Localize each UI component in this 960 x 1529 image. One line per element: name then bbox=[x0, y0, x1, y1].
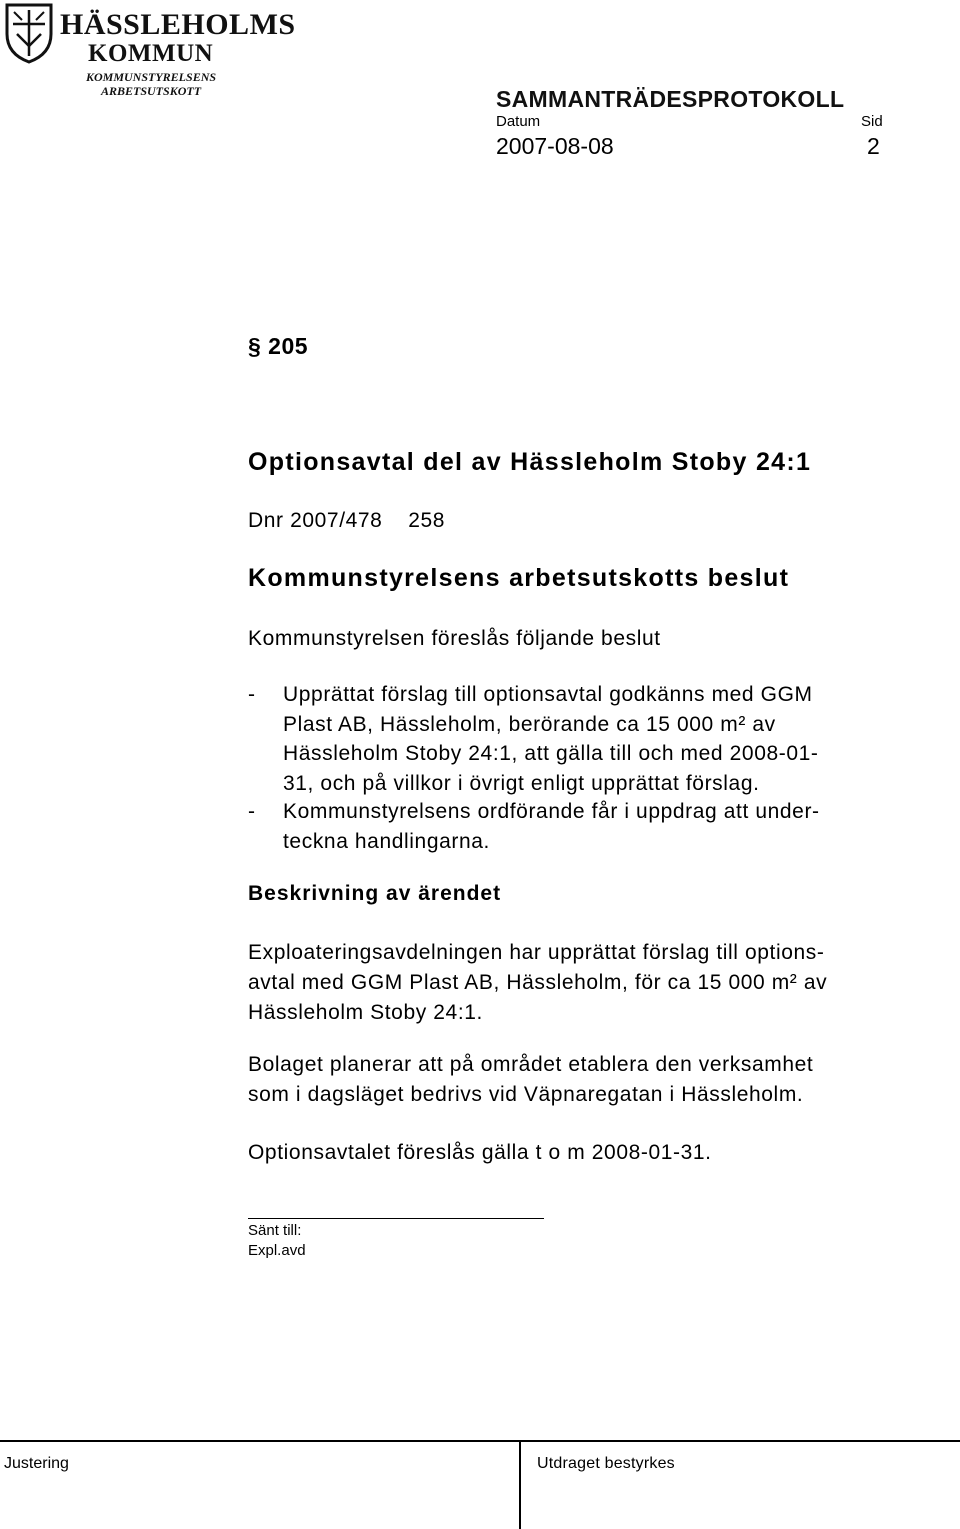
footer-bestyrkes: Utdraget bestyrkes bbox=[537, 1455, 675, 1472]
case-title: Optionsavtal del av Hässleholm Stoby 24:1 bbox=[248, 448, 812, 476]
description-heading: Beskrivning av ärendet bbox=[248, 882, 502, 905]
decision-item bbox=[248, 797, 948, 857]
decision-item-line: Upprättat förslag till optionsavtal godkänns med GGM bbox=[283, 683, 813, 706]
logo-name: HÄSSLEHOLMS bbox=[60, 8, 296, 41]
bullet-dash: - bbox=[248, 683, 256, 706]
paragraph-line: som i dagsläget bedrivs vid Väpnaregatan i Hässleholm. bbox=[248, 1083, 804, 1106]
sent-to-value: Expl.avd bbox=[248, 1242, 306, 1259]
footer-divider bbox=[0, 1440, 960, 1442]
logo-kommun: KOMMUN bbox=[88, 40, 214, 67]
page-label: Sid bbox=[861, 113, 883, 130]
date-label: Datum bbox=[496, 113, 541, 130]
description-paragraph bbox=[248, 1050, 813, 1110]
section-number: § 205 bbox=[248, 333, 309, 359]
footer-justering: Justering bbox=[4, 1455, 69, 1472]
decision-item-line: 31, och på villkor i övrigt enligt upprättat förslag. bbox=[283, 771, 760, 795]
decision-item-line: Kommunstyrelsens ordförande får i uppdrag att under- bbox=[283, 800, 820, 823]
footer-column-divider bbox=[519, 1440, 521, 1529]
municipality-logo bbox=[4, 2, 296, 100]
coat-of-arms-icon bbox=[4, 2, 54, 64]
page-number: 2 bbox=[867, 133, 880, 159]
sent-to-label: Sänt till: bbox=[248, 1222, 302, 1239]
paragraph-line: avtal med GGM Plast AB, Hässleholm, för ca 15 000 m² av bbox=[248, 971, 828, 994]
logo-subtitle-1: KOMMUNSTYRELSENS bbox=[86, 70, 217, 84]
divider-line bbox=[248, 1218, 544, 1219]
date-value: 2007-08-08 bbox=[496, 133, 614, 159]
logo-subtitle-2: ARBETSUTSKOTT bbox=[101, 84, 202, 98]
paragraph-line: Exploateringsavdelningen har upprättat förslag till options- bbox=[248, 941, 825, 964]
bullet-dash: - bbox=[248, 800, 256, 823]
decision-item-line: Hässleholm Stoby 24:1, att gälla till och med 2008-01- bbox=[283, 742, 819, 765]
paragraph-line: Optionsavtalet föreslås gälla t o m 2008-01-31. bbox=[248, 1141, 712, 1164]
decision-item-line: teckna handlingarna. bbox=[283, 829, 490, 853]
decision-item-line: Plast AB, Hässleholm, berörande ca 15 000 m² av bbox=[283, 712, 776, 736]
document-type: SAMMANTRÄDESPROTOKOLL bbox=[496, 86, 845, 112]
decision-item bbox=[248, 680, 948, 800]
decision-heading: Kommunstyrelsens arbetsutskotts beslut bbox=[248, 564, 790, 592]
paragraph-line: Hässleholm Stoby 24:1. bbox=[248, 1001, 483, 1024]
description-paragraph bbox=[248, 938, 827, 1028]
description-paragraph bbox=[248, 1138, 712, 1168]
decision-intro: Kommunstyrelsen föreslås följande beslut bbox=[248, 627, 661, 650]
diary-number: Dnr 2007/478 258 bbox=[248, 509, 446, 532]
paragraph-line: Bolaget planerar att på området etablera den verksamhet bbox=[248, 1053, 814, 1076]
